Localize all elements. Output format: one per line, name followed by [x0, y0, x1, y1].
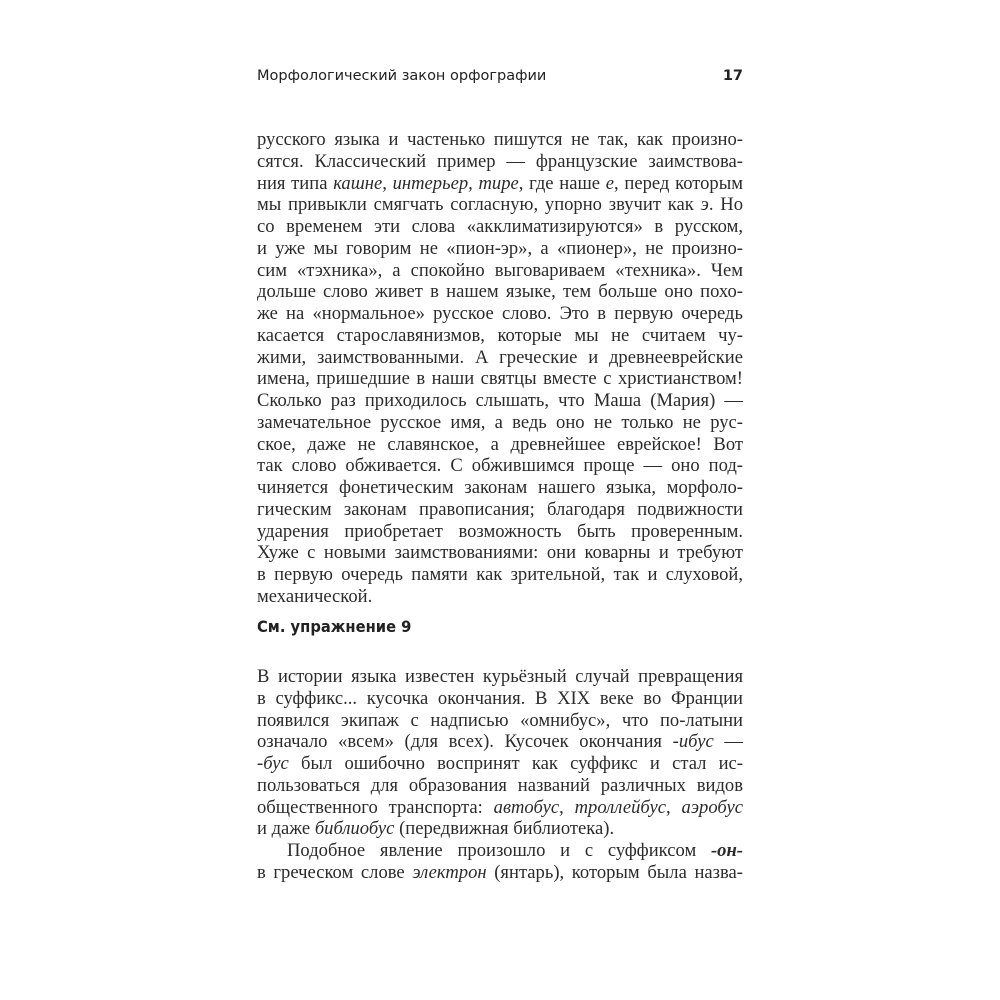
text-segment: касается старославянизмов, которые мы не считаем чу- — [257, 324, 743, 346]
text-line — [257, 542, 743, 564]
text-line — [257, 455, 743, 477]
text-line — [257, 303, 743, 325]
body-paragraph-1 — [257, 129, 743, 608]
running-header — [257, 68, 743, 84]
text-segment: ния типа — [257, 172, 334, 194]
text-segment: и даже — [257, 818, 315, 840]
text-line — [257, 862, 743, 884]
text-line — [257, 477, 743, 499]
text-line — [257, 731, 743, 753]
text-segment: (янтарь), которым была назва- — [486, 861, 743, 883]
emphasized-text: автобус — [493, 796, 560, 818]
text-segment: замечательное русское имя, а ведь оно не только не рус- — [257, 411, 743, 433]
text-segment: Хуже с новыми заимствованиями: они коварны и требуют — [257, 542, 743, 564]
text-line — [257, 281, 743, 303]
text-segment: так слово обживается. С обжившимся проще — оно под- — [257, 455, 743, 477]
text-segment: , — [559, 796, 575, 818]
text-line — [257, 586, 743, 608]
text-line — [257, 840, 743, 862]
text-segment: (передвижная библиотека). — [394, 818, 615, 840]
text-segment: Сколько раз приходилось слышать, что Маша (Мария) — — [257, 390, 743, 411]
text-segment: В истории языка известен курьёзный случай превращения — [257, 666, 743, 687]
text-line — [257, 368, 743, 390]
text-segment: общественного транспорта: — [257, 796, 494, 818]
text-line — [257, 216, 743, 238]
emphasized-text: троллейбус — [574, 796, 667, 818]
text-line — [257, 238, 743, 260]
text-line — [257, 260, 743, 282]
text-line — [257, 521, 743, 543]
text-line — [257, 194, 743, 216]
text-segment: . Но — [708, 194, 743, 216]
text-line — [257, 173, 743, 195]
emphasized-text: библиобус — [314, 818, 395, 840]
text-line — [257, 564, 743, 586]
text-segment: гическим законам правописания; благодаря подвижности — [257, 498, 743, 520]
text-segment: русского языка и частенько пишутся не так, как произно- — [257, 129, 743, 150]
text-line — [257, 390, 743, 412]
text-segment: Подобное явление произошло и с суффиксом — [287, 840, 711, 861]
text-segment: был ошибочно воспринят как суффикс и стал ис- — [288, 753, 743, 774]
text-segment: со временем эти слова «акклиматизируются» в русском, — [257, 216, 743, 237]
text-segment: имена, пришедшие в наши святцы вместе с христианством! — [257, 368, 743, 390]
text-line — [257, 434, 743, 456]
body-paragraphs-2 — [257, 666, 743, 884]
text-segment: означало «всем» (для всех). Кусочек окончания — [257, 731, 673, 753]
text-segment: в суффикс... кусочка окончания. В XIX веке во Франции — [257, 687, 743, 709]
text-segment: же на «нормальное» русское слово. Это в первую очередь — [257, 303, 743, 324]
text-segment: сятся. Классический пример — французские заимствова- — [257, 150, 743, 172]
text-segment: жими, заимствованными. А греческие и древнееврейские — [257, 346, 743, 368]
text-segment: в первую очередь памяти как зрительной, так и слуховой, — [257, 564, 743, 585]
text-segment: пользоваться для образования названий различных видов — [257, 774, 743, 796]
text-segment: , где наше — [518, 172, 606, 194]
text-line — [257, 797, 743, 819]
page-number: 17 — [722, 68, 743, 84]
text-line — [257, 499, 743, 521]
text-segment: и уже мы говорим не «пион-эр», а «пионер», не произно- — [257, 237, 743, 259]
emphasized-text: аэробус — [681, 796, 744, 818]
text-line — [257, 666, 743, 688]
text-segment: дольше слово живет в нашем языке, тем больше оно похо- — [257, 281, 743, 303]
text-segment: мы привыкли смягчать согласную, упорно звучит как — [257, 194, 701, 216]
text-segment: ское, даже не славянское, а древнейшее еврейское! Вот — [257, 433, 743, 455]
exercise-reference-heading: См. упражнение 9 — [257, 617, 412, 636]
text-line — [257, 818, 743, 840]
text-line — [257, 325, 743, 347]
text-segment: , — [666, 796, 682, 818]
text-line — [257, 775, 743, 797]
text-segment: сим «тэхника», а спокойно выговариваем «техника». Чем — [257, 259, 743, 281]
emphasized-text: е — [605, 172, 615, 194]
emphasized-text: э — [700, 194, 709, 216]
text-segment: ударения приобретает возможность быть проверенным. — [257, 520, 743, 542]
text-line — [257, 688, 743, 710]
text-line — [257, 129, 743, 151]
text-line — [257, 151, 743, 173]
text-segment: появился экипаж с надписью «омнибус», что по-латыни — [257, 709, 743, 731]
emphasized-text: электрон — [412, 861, 487, 883]
chapter-title: Морфологический закон орфографии — [257, 68, 547, 84]
text-line — [257, 347, 743, 369]
text-segment: — — [713, 731, 744, 753]
emphasized-text: -бус — [257, 753, 289, 774]
emphasized-text: -он- — [710, 840, 743, 861]
text-segment: механической. — [257, 585, 373, 607]
text-segment: , перед которым — [614, 172, 743, 194]
text-line — [257, 753, 743, 775]
text-line — [257, 710, 743, 732]
emphasized-text: -ибус — [672, 731, 714, 753]
text-segment: чиняется фонетическим законам нашего языка, морфоло- — [257, 477, 743, 498]
emphasized-text: кашне, интерьер, тире — [333, 172, 519, 194]
text-segment: в греческом слове — [257, 861, 413, 883]
text-line — [257, 412, 743, 434]
